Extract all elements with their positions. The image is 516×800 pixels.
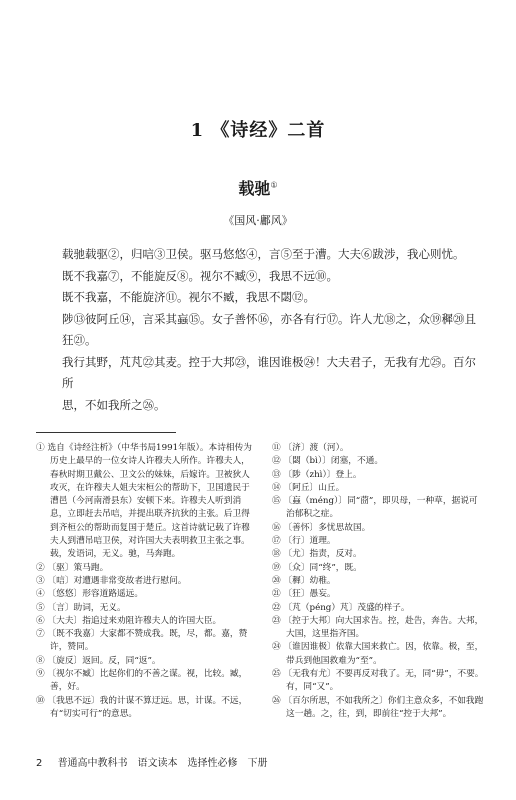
footnote: ⑪ 〔济〕渡（河）。 <box>272 443 349 453</box>
poem-line: 既不我嘉，不能旋济⑪。视尔不臧，我思不閟⑫。 <box>62 290 315 304</box>
footnote: ⑩ 〔我思不远〕我的计谋不算迂远。思，计谋。不远，有“切实可行”的意思。 <box>36 695 248 719</box>
footnote: ⑱ 〔尤〕指责，反对。 <box>272 549 362 560</box>
footnote: ㉖ 〔百尔所思，不如我所之〕你们主意众多，不如我跑这一趟。之，往，到，即前往“控于大邦”。 <box>272 695 484 719</box>
footnote: ④ 〔悠悠〕形容道路遥远。 <box>36 589 144 600</box>
footnote: ㉔ 〔谁因谁极〕依靠大国来救亡。因，依靠。极，至，带兵到他国救难为“至”。 <box>272 642 484 666</box>
footnote: ⑫ 〔閟（bì）〕闭塞，不通。 <box>272 456 384 467</box>
footnote: ⑭ 〔阿丘〕山丘。 <box>272 482 345 493</box>
footnote: ① 选自《诗经注析》（中华书局1991年版）。本诗相传为历史上最早的一位女诗人许穆夫人所作。许穆夫人，春秋时期卫戴公、卫文公的妹妹，后嫁许。卫被狄人攻灭，在许穆夫人姐夫宋桓公的帮助下，卫国遗民于漕邑（今河南滑县东）安顿下来。许穆夫人听到消息，立即赶去吊唁，并提出联齐抗狄的主张。后卫得到齐桓公的帮助而复国于楚丘。这首诗就记载了许穆夫人到漕吊唁卫侯，对许国大夫表明救卫主张之事。载，发语词，无义。驰，马奔跑。 <box>36 443 252 560</box>
footnote: ③ 〔唁〕对遭遇非常变故者进行慰问。 <box>36 575 187 586</box>
footnote-divider <box>36 432 176 433</box>
book-title: 普通高中教科书 语文读本 选择性必修 下册 <box>57 758 268 769</box>
footnote: ⑧ 〔旋反〕返回。反，同“返”。 <box>36 655 161 666</box>
poem-title-footnote-mark: ① <box>270 180 278 190</box>
footnote: ⑲ 〔众〕同“终”，既。 <box>272 562 362 573</box>
footnote: ㉕ 〔无我有尤〕不要再反对我了。无，同“毋”，不要。有，同“又”。 <box>272 669 484 693</box>
poem-line: 载驰载驱②，归唁③卫侯。驱马悠悠④，言⑤至于漕。大夫⑥跋涉，我心则忧。 <box>62 247 465 261</box>
poem-title <box>0 176 516 199</box>
footnote: ⑰ 〔行〕道理。 <box>272 536 336 547</box>
footnote: ⑨ 〔视尔不臧〕比起你们的不善之谋。视，比较。臧，善，好。 <box>36 669 248 693</box>
poem-line: 既不我嘉⑦，不能旋反⑧。视尔不臧⑨，我思不远⑩。 <box>62 268 338 283</box>
page-number: 2 <box>36 758 43 769</box>
poem-line: 陟⑬彼阿丘⑭，言采其蝱⑮。女子善怀⑯，亦各有行⑰。许人尤⑱之，众⑲穉⑳且狂㉑。 <box>62 311 476 347</box>
footnotes-right-column <box>272 442 484 721</box>
footnote: ㉓ 〔控于大邦〕向大国求告。控，赴告，奔告。大邦，大国，这里指齐国。 <box>272 615 484 640</box>
footnote: ② 〔驱〕策马跑。 <box>36 562 109 573</box>
poem-source: 《国风·鄘风》 <box>223 214 293 227</box>
footnote: ⑥ 〔大夫〕指追过来劝阻许穆夫人的许国大臣。 <box>36 615 222 626</box>
poem-line: 思，不如我所之㉖。 <box>62 397 166 412</box>
poem-title-text: 载驰 <box>238 179 271 198</box>
footnotes-left-column <box>36 442 256 721</box>
footnote: ⑬ 〔陟（zhì）〕登上。 <box>272 469 362 480</box>
footnote: ㉑ 〔狂〕愚妄。 <box>272 589 336 600</box>
poem-body <box>62 244 480 416</box>
lesson-title: 1 《诗经》二首 <box>190 120 326 141</box>
footnote: ⑤ 〔言〕助词，无义。 <box>36 602 126 613</box>
footnote: ㉒ 〔芃（péng）芃〕茂盛的样子。 <box>272 602 410 613</box>
footnote: ⑮ 〔蝱（méng）〕同“莔”，即贝母，一种草，据说可治郁积之症。 <box>272 496 478 520</box>
poem-line: 我行其野，芃芃㉒其麦。控于大邦㉓，谁因谁极㉔！大夫君子，无我有尤㉕。百尔所 <box>62 354 476 390</box>
page-footer <box>36 754 268 769</box>
footnote: ⑯ 〔善怀〕多忧思故国。 <box>272 522 371 533</box>
footnote: ⑳ 〔穉〕幼稚。 <box>272 575 336 586</box>
footnote: ⑦ 〔既不我嘉〕大家都不赞成我。既，尽，都。嘉，赞许，赞同。 <box>36 629 248 653</box>
